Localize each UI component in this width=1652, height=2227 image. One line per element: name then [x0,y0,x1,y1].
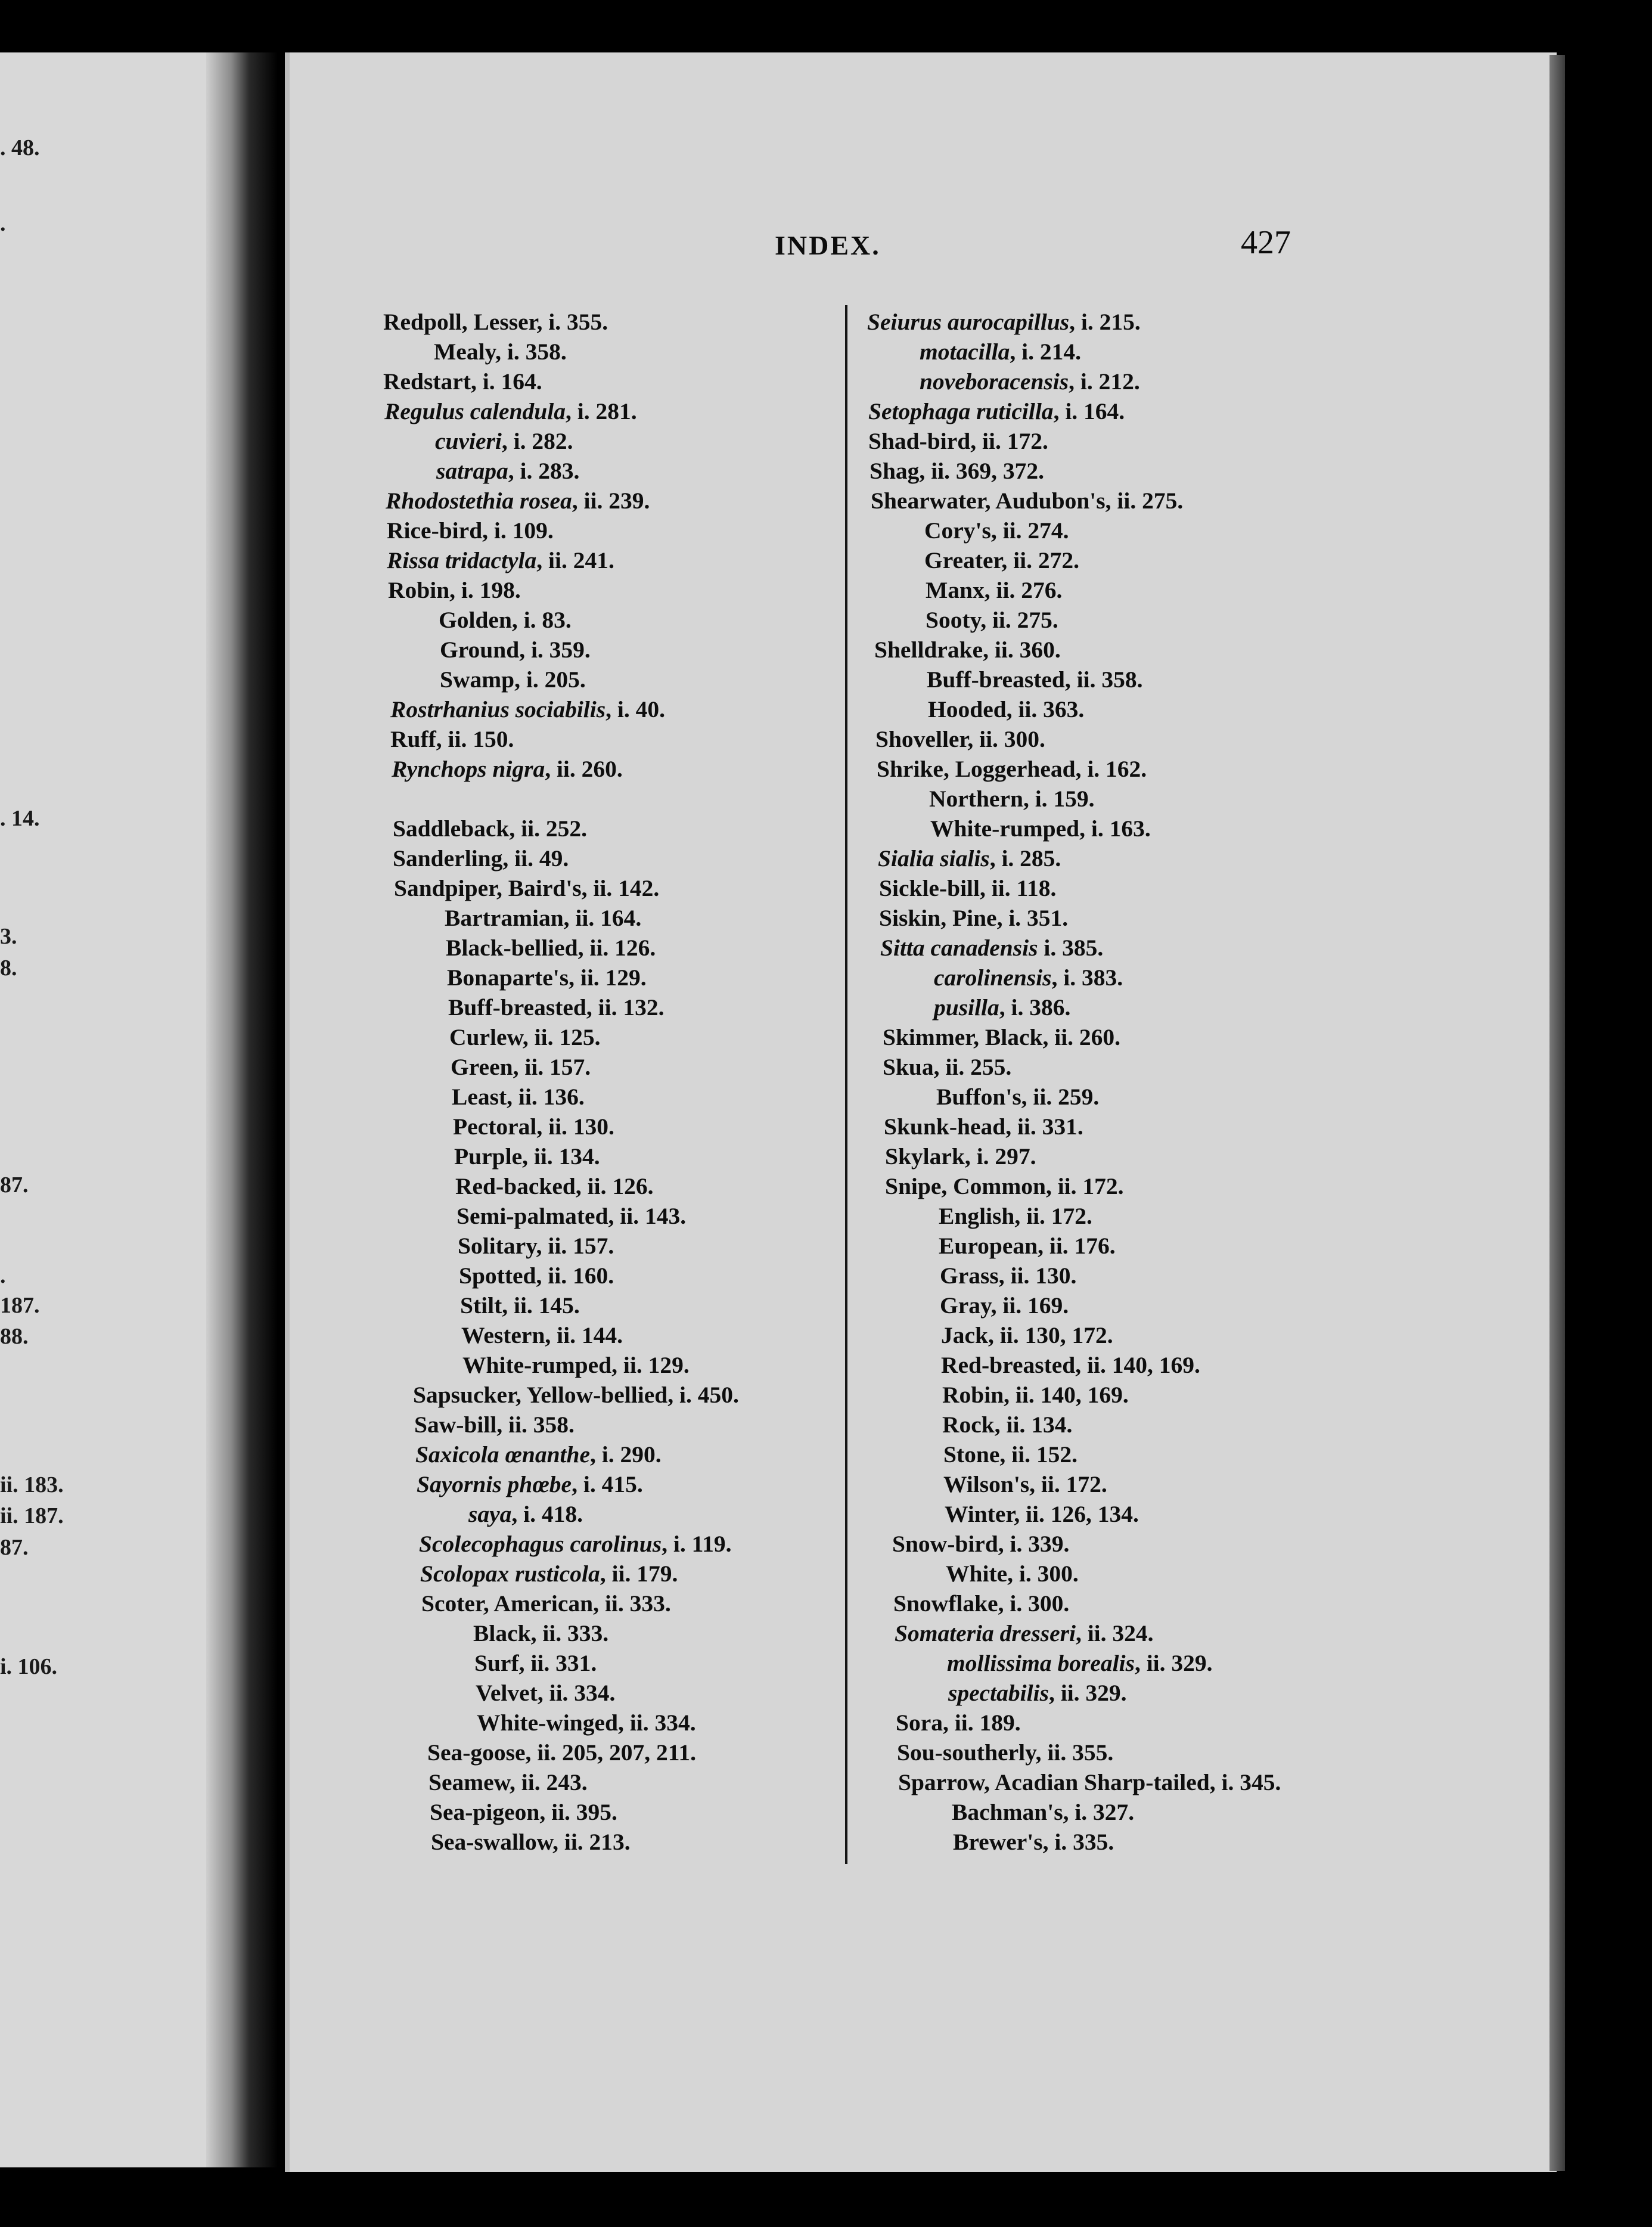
entry-text: Winter, ii. 126, 134. [945,1501,1139,1527]
entry-text: Sanderling, ii. 49. [393,845,569,871]
entry-text: Shad-bird, ii. 172. [868,428,1048,454]
index-entry [383,545,848,575]
scientific-name: spectabilis [948,1680,1049,1706]
entry-text: Ruff, ii. 150. [390,726,514,752]
entry-text: Sora, ii. 189. [896,1710,1021,1736]
facing-page-fragment: . [0,1263,6,1288]
entry-text: Sea-goose, ii. 205, 207, 211. [427,1739,696,1766]
entry-text: , i. 282. [501,428,573,454]
index-entry [867,426,1320,456]
index-entry [383,575,848,605]
entry-text: Bartramian, ii. 164. [445,905,642,931]
index-entry [867,1499,1320,1529]
index-entry [867,1529,1320,1559]
index-entry [867,516,1320,545]
index-entry [867,1320,1320,1350]
facing-page-fragment: 3. [0,924,17,950]
index-entry [867,1112,1320,1142]
index-entry [383,903,848,933]
index-entry [383,1827,848,1857]
index-entry [867,456,1320,486]
entry-text: Shrike, Loggerhead, i. 162. [877,756,1147,782]
entry-text: Snowflake, i. 300. [893,1590,1070,1617]
index-entry [383,486,848,516]
index-entry [867,1827,1320,1857]
entry-text: , ii. 260. [545,756,623,782]
entry-text: Redstart, i. 164. [383,368,542,395]
facing-page-fragment: . 48. [0,135,40,161]
index-entry [383,1022,848,1052]
index-entry [383,814,848,843]
entry-text: Sooty, ii. 275. [926,607,1058,633]
entry-text: , i. 386. [999,994,1071,1021]
scientific-name: Setophaga ruticilla [868,398,1054,424]
index-entry [867,396,1320,426]
entry-text: Jack, ii. 130, 172. [941,1322,1113,1348]
entry-text: Mealy, i. 358. [434,339,567,365]
entry-text: White-rumped, i. 163. [930,815,1151,842]
index-entry [383,1291,848,1320]
facing-page-fragment: ii. 183. [0,1472,64,1498]
scientific-name: Rissa tridactyla [387,547,537,573]
index-entry [383,605,848,635]
index-entry [867,1201,1320,1231]
entry-text: Swamp, i. 205. [440,666,586,693]
entry-text: Sea-pigeon, ii. 395. [430,1799,617,1825]
entry-text: Western, ii. 144. [461,1322,623,1348]
index-entry [867,1797,1320,1827]
index-entry [867,575,1320,605]
facing-page-fragment: 8. [0,955,17,981]
index-entry [867,1052,1320,1082]
entry-text: i. 385. [1038,935,1104,961]
index-entry [383,1618,848,1648]
index-entry [867,1350,1320,1380]
scientific-name: Rynchops nigra [392,756,545,782]
entry-text: English, ii. 172. [939,1203,1092,1229]
entry-text: Grass, ii. 130. [940,1263,1077,1289]
entry-text: Green, ii. 157. [451,1054,591,1080]
scientific-name: noveboracensis [920,368,1069,395]
index-entry [383,516,848,545]
entry-text: , i. 212. [1069,368,1140,395]
scientific-name: motacilla [920,339,1010,365]
entry-text: Black, ii. 333. [473,1620,609,1646]
entry-text: Skunk-head, ii. 331. [884,1114,1083,1140]
index-entry [383,635,848,665]
entry-text: , ii. 324. [1075,1620,1154,1646]
index-entry [867,1678,1320,1708]
index-entry [383,1767,848,1797]
page-edge [1549,55,1565,2171]
index-entry [383,1529,848,1559]
index-entry [383,1052,848,1082]
page-title: INDEX. [775,230,881,260]
entry-text: , i. 40. [605,696,665,722]
scientific-name: pusilla [934,994,999,1021]
facing-page-fragment: 88. [0,1324,29,1350]
entry-text: Shelldrake, ii. 360. [874,637,1061,663]
entry-text: , i. 215. [1069,309,1141,335]
entry-text: , i. 283. [508,458,580,484]
entry-text: Cory's, ii. 274. [924,517,1069,544]
index-entry [383,1440,848,1469]
index-entry [867,545,1320,575]
index-entry [867,605,1320,635]
entry-text: Saddleback, ii. 252. [393,815,587,842]
index-entry [867,1708,1320,1738]
index-entry [383,1410,848,1440]
index-entry [383,1648,848,1678]
index-entry [383,1261,848,1291]
index-entry [867,1231,1320,1261]
page-number: 427 [1241,224,1291,261]
entry-text: Greater, ii. 272. [924,547,1079,573]
scientific-name: saya [468,1501,512,1527]
entry-text: Buff-breasted, ii. 358. [927,666,1143,693]
index-entry [867,843,1320,873]
entry-text: Sandpiper, Baird's, ii. 142. [394,875,660,901]
index-entry [867,754,1320,784]
index-entry [383,1469,848,1499]
index-entry [383,1231,848,1261]
index-entry [383,396,848,426]
entry-text: Hooded, ii. 363. [928,696,1085,722]
facing-page-fragment: . 14. [0,805,40,831]
entry-text: Skimmer, Black, ii. 260. [883,1024,1121,1050]
scientific-name: Scolecophagus carolinus [419,1531,662,1557]
index-entry [383,1082,848,1112]
index-entry [867,963,1320,992]
entry-text: Skua, ii. 255. [883,1054,1012,1080]
entry-text: Shearwater, Audubon's, ii. 275. [871,488,1184,514]
entry-text: Sou-southerly, ii. 355. [897,1739,1114,1766]
index-entry [383,963,848,992]
facing-page [0,52,238,2167]
index-entry [383,724,848,754]
entry-text: , ii. 239. [572,488,650,514]
entry-text: , i. 418. [511,1501,583,1527]
entry-text: Spotted, ii. 160. [459,1263,614,1289]
index-entry [867,1380,1320,1410]
entry-text: Shoveller, ii. 300. [875,726,1045,752]
entry-text: Northern, i. 159. [929,786,1095,812]
scientific-name: Sayornis phœbe [417,1471,572,1497]
entry-text: Surf, ii. 331. [474,1650,597,1676]
scientific-name: Somateria dresseri [895,1620,1076,1646]
facing-page-fragment: i. 106. [0,1654,58,1680]
facing-page-fragment: 87. [0,1534,29,1560]
entry-text: , i. 415. [572,1471,643,1497]
index-entry [867,1291,1320,1320]
entry-text: Buffon's, ii. 259. [936,1084,1100,1110]
index-entry [383,426,848,456]
entry-text: Semi-palmated, ii. 143. [457,1203,687,1229]
scientific-name: satrapa [436,458,508,484]
entry-text: , ii. 329. [1048,1680,1127,1706]
entry-text: Sparrow, Acadian Sharp-tailed, i. 345. [898,1769,1281,1795]
index-entry [383,337,848,367]
index-entry [383,1112,848,1142]
index-entry [867,694,1320,724]
index-entry [383,1738,848,1767]
entry-text: , i. 290. [590,1441,662,1468]
entry-text: Velvet, ii. 334. [476,1680,616,1706]
index-entry [867,1142,1320,1171]
entry-text: Robin, i. 198. [388,577,521,603]
entry-text: Manx, ii. 276. [926,577,1063,603]
entry-text: Snipe, Common, ii. 172. [885,1173,1124,1199]
scientific-name: Regulus calendula [384,398,566,424]
entry-text: Stone, ii. 152. [943,1441,1077,1468]
scientific-name: mollissima borealis [947,1650,1135,1676]
entry-text: Bachman's, i. 327. [952,1799,1135,1825]
entry-text: Ground, i. 359. [440,637,591,663]
entry-text: Saw-bill, ii. 358. [414,1412,575,1438]
index-entry [867,724,1320,754]
index-entry [867,873,1320,903]
index-entry [383,1320,848,1350]
entry-text: Wilson's, ii. 172. [943,1471,1107,1497]
index-entry [383,1142,848,1171]
entry-text: Bonaparte's, ii. 129. [447,964,647,991]
entry-text: Solitary, ii. 157. [458,1233,614,1259]
entry-text: Red-backed, ii. 126. [455,1173,654,1199]
index-entry [867,1469,1320,1499]
index-entry [867,992,1320,1022]
index-entry [867,367,1320,396]
entry-text: , i. 119. [662,1531,732,1557]
scientific-name: Rhodostethia rosea [386,488,572,514]
entry-text: White-rumped, ii. 129. [462,1352,690,1378]
index-entry [867,1559,1320,1589]
index-entry [383,992,848,1022]
index-entry [383,1797,848,1827]
entry-text: Robin, ii. 140, 169. [942,1382,1129,1408]
entry-text: Purple, ii. 134. [454,1143,600,1170]
entry-text: , i. 383. [1051,964,1123,991]
index-entry [383,1350,848,1380]
index-entry [383,1380,848,1410]
index-entry [867,1618,1320,1648]
entry-text: Black-bellied, ii. 126. [446,935,656,961]
index-entry [867,1589,1320,1618]
book-gutter [206,52,278,2167]
index-entry [867,1082,1320,1112]
index-entry [383,1499,848,1529]
entry-text: Redpoll, Lesser, i. 355. [383,309,608,335]
entry-text: European, ii. 176. [939,1233,1116,1259]
index-entry [383,1201,848,1231]
facing-page-fragment: 187. [0,1293,40,1319]
index-entry [867,1767,1320,1797]
entry-text: Curlew, ii. 125. [449,1024,601,1050]
index-entry [383,694,848,724]
index-entry [383,1171,848,1201]
scientific-name: carolinensis [934,964,1052,991]
index-entry [383,1589,848,1618]
entry-text: , ii. 329. [1134,1650,1213,1676]
entry-text: , ii. 241. [536,547,614,573]
index-entry [383,843,848,873]
entry-text: Siskin, Pine, i. 351. [879,905,1069,931]
index-entry [867,1261,1320,1291]
scientific-name: cuvieri [435,428,502,454]
index-entry [867,933,1320,963]
entry-text: Skylark, i. 297. [885,1143,1036,1170]
entry-text: White-winged, ii. 334. [477,1710,696,1736]
entry-text: Golden, i. 83. [439,607,572,633]
index-entry [867,903,1320,933]
entry-text: Least, ii. 136. [452,1084,585,1110]
scientific-name: Sitta canadensis [880,935,1038,961]
scientific-name: Scolopax rusticola [420,1561,600,1587]
entry-text: Buff-breasted, ii. 132. [448,994,664,1021]
facing-page-fragment: ii. 187. [0,1503,64,1529]
index-entry [867,1738,1320,1767]
index-entry [383,873,848,903]
scientific-name: Saxicola œnanthe [415,1441,591,1468]
entry-text: Sapsucker, Yellow-bellied, i. 450. [413,1382,739,1408]
entry-text: Pectoral, ii. 130. [453,1114,614,1140]
index-entry [867,1171,1320,1201]
entry-text: Rock, ii. 134. [942,1412,1073,1438]
index-column-left [383,307,848,1857]
entry-text: Red-breasted, ii. 140, 169. [941,1352,1200,1378]
index-entry [867,1648,1320,1678]
entry-text: White, i. 300. [946,1561,1079,1587]
index-entry [383,754,848,784]
entry-text: Brewer's, i. 335. [953,1829,1114,1855]
index-entry [867,486,1320,516]
index-entry [383,307,848,337]
entry-text: , i. 285. [989,845,1061,871]
scientific-name: Seiurus aurocapillus [867,309,1070,335]
facing-page-fragment: 87. [0,1172,29,1198]
index-entry [867,635,1320,665]
index-entry [867,337,1320,367]
entry-text: Gray, ii. 169. [940,1292,1069,1319]
entry-text: , i. 214. [1010,339,1082,365]
index-entry [383,1559,848,1589]
entry-text: Shag, ii. 369, 372. [870,458,1045,484]
index-entry [867,1440,1320,1469]
entry-text: , i. 164. [1053,398,1125,424]
index-column-right [867,307,1320,1857]
entry-text: Snow-bird, i. 339. [892,1531,1070,1557]
index-entry [383,665,848,694]
scientific-name: Sialia sialis [878,845,990,871]
index-entry [867,1022,1320,1052]
index-entry [383,933,848,963]
index-entry [383,456,848,486]
facing-page-fragment: . [0,211,6,237]
index-entry [867,1410,1320,1440]
index-entry [867,665,1320,694]
entry-text: Seamew, ii. 243. [428,1769,588,1795]
entry-text: Scoter, American, ii. 333. [421,1590,671,1617]
index-entry [383,1708,848,1738]
entry-text: Rice-bird, i. 109. [387,517,554,544]
entry-text: Sea-swallow, ii. 213. [431,1829,631,1855]
entry-text: Sickle-bill, ii. 118. [879,875,1057,901]
entry-text: , i. 281. [565,398,637,424]
index-entry [867,814,1320,843]
index-entry [867,784,1320,814]
index-entry [383,1678,848,1708]
entry-text: , ii. 179. [600,1561,678,1587]
entry-text: Stilt, ii. 145. [460,1292,580,1319]
index-gap [383,784,848,814]
scientific-name: Rostrhanius sociabilis [390,696,606,722]
index-entry [383,367,848,396]
index-entry [867,307,1320,337]
